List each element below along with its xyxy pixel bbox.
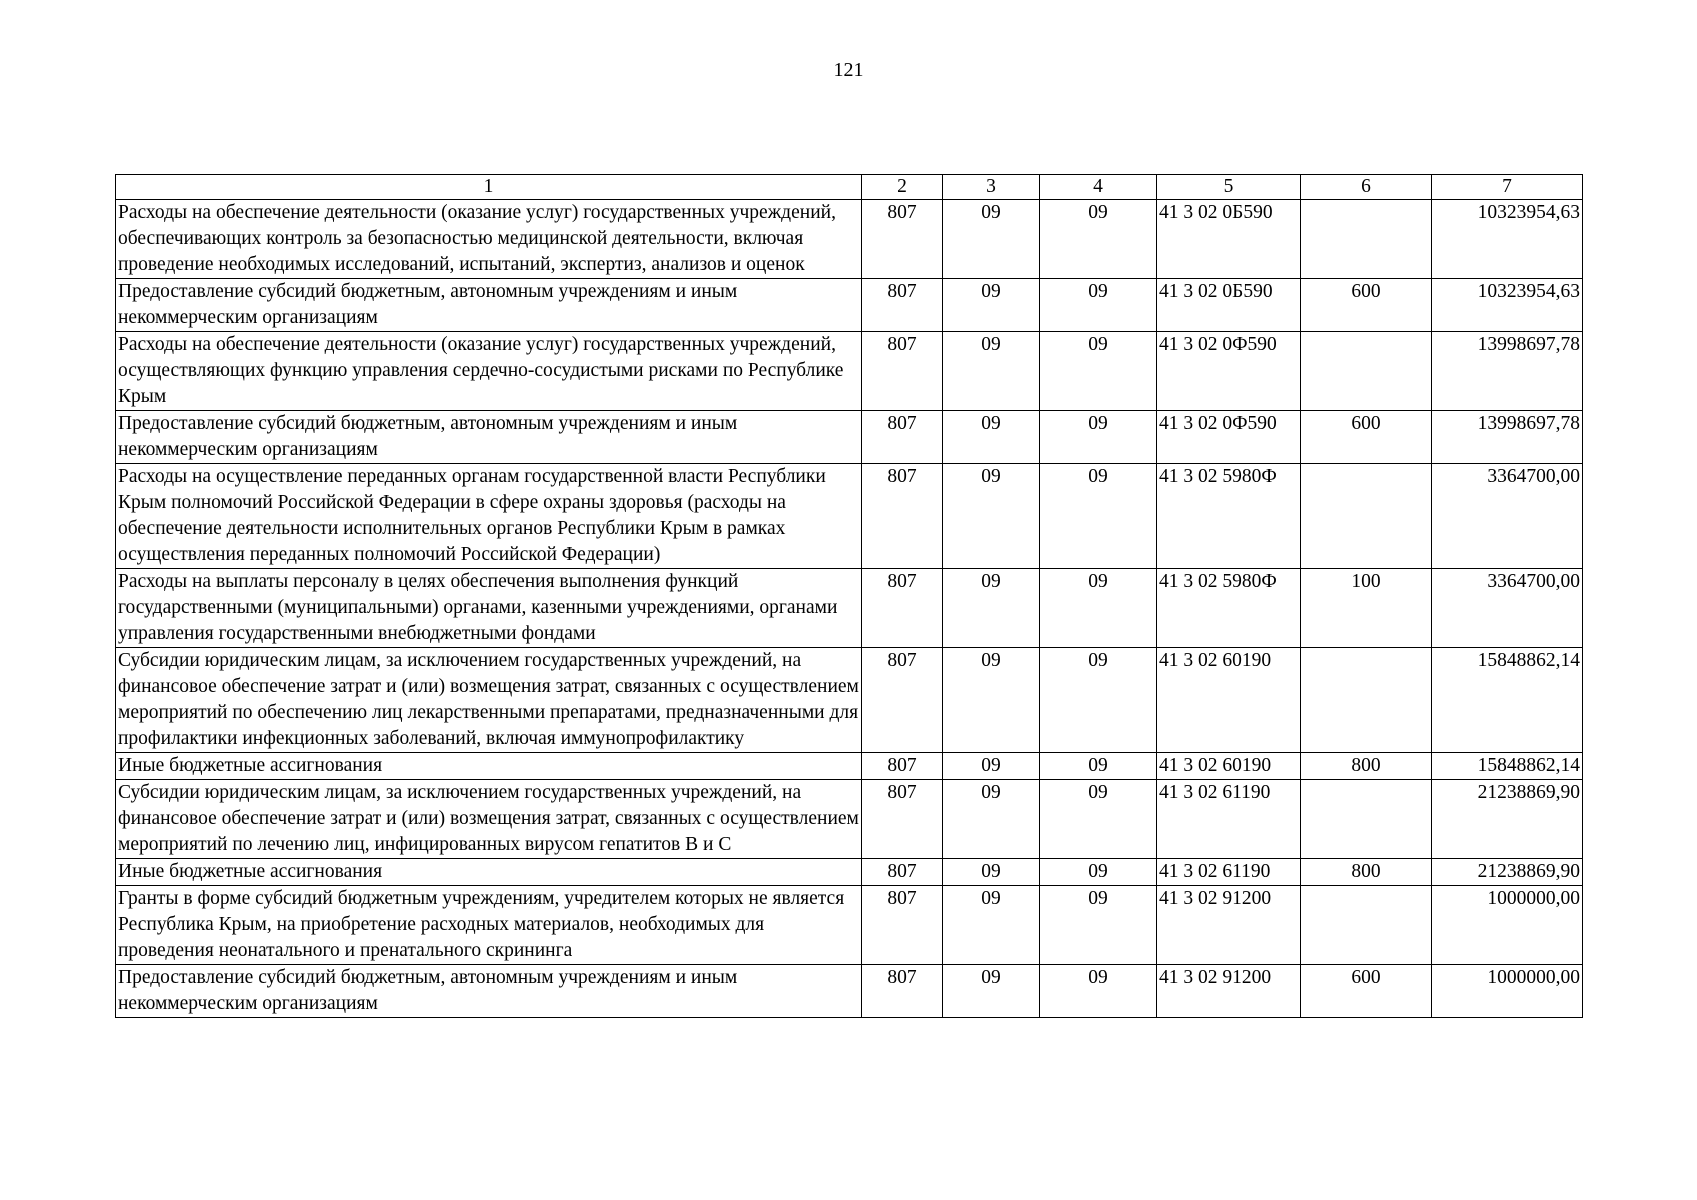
amount: 10323954,63 bbox=[1432, 279, 1583, 332]
subsection-code: 09 bbox=[1040, 780, 1157, 859]
expense-name: Иные бюджетные ассигнования bbox=[116, 753, 862, 780]
amount: 3364700,00 bbox=[1432, 464, 1583, 569]
table-row bbox=[116, 859, 1583, 886]
table-row bbox=[116, 569, 1583, 648]
subsection-code: 09 bbox=[1040, 200, 1157, 279]
column-header: 3 bbox=[943, 175, 1040, 200]
expense-type-code: 800 bbox=[1301, 859, 1432, 886]
table-row bbox=[116, 411, 1583, 464]
column-header: 7 bbox=[1432, 175, 1583, 200]
target-article-code: 41 3 02 61190 bbox=[1157, 859, 1301, 886]
section-code: 09 bbox=[943, 569, 1040, 648]
target-article-code: 41 3 02 0Б590 bbox=[1157, 200, 1301, 279]
grbs-code: 807 bbox=[862, 780, 943, 859]
expense-name: Иные бюджетные ассигнования bbox=[116, 859, 862, 886]
grbs-code: 807 bbox=[862, 464, 943, 569]
amount: 3364700,00 bbox=[1432, 569, 1583, 648]
target-article-code: 41 3 02 0Б590 bbox=[1157, 279, 1301, 332]
target-article-code: 41 3 02 0Ф590 bbox=[1157, 411, 1301, 464]
expense-type-code bbox=[1301, 464, 1432, 569]
target-article-code: 41 3 02 5980Ф bbox=[1157, 464, 1301, 569]
grbs-code: 807 bbox=[862, 200, 943, 279]
column-header: 2 bbox=[862, 175, 943, 200]
grbs-code: 807 bbox=[862, 886, 943, 965]
expense-type-code bbox=[1301, 648, 1432, 753]
table-row bbox=[116, 753, 1583, 780]
target-article-code: 41 3 02 60190 bbox=[1157, 648, 1301, 753]
section-code: 09 bbox=[943, 753, 1040, 780]
subsection-code: 09 bbox=[1040, 464, 1157, 569]
expense-type-code: 100 bbox=[1301, 569, 1432, 648]
grbs-code: 807 bbox=[862, 332, 943, 411]
grbs-code: 807 bbox=[862, 411, 943, 464]
table-row bbox=[116, 279, 1583, 332]
expense-type-code bbox=[1301, 332, 1432, 411]
subsection-code: 09 bbox=[1040, 886, 1157, 965]
grbs-code: 807 bbox=[862, 279, 943, 332]
expense-name: Расходы на осуществление переданных органам государственной власти Республики Крым полномочий Российской Федерации в сфере охраны здоровья (расходы на обеспечение деятельности исполнительных органов Республики Крым в рамках осуществления переданных полномочий Российской Федерации) bbox=[116, 464, 862, 569]
grbs-code: 807 bbox=[862, 569, 943, 648]
amount: 1000000,00 bbox=[1432, 965, 1583, 1018]
table-row bbox=[116, 332, 1583, 411]
expense-type-code: 600 bbox=[1301, 965, 1432, 1018]
target-article-code: 41 3 02 0Ф590 bbox=[1157, 332, 1301, 411]
table-row bbox=[116, 780, 1583, 859]
grbs-code: 807 bbox=[862, 753, 943, 780]
amount: 13998697,78 bbox=[1432, 332, 1583, 411]
table-row bbox=[116, 965, 1583, 1018]
target-article-code: 41 3 02 91200 bbox=[1157, 965, 1301, 1018]
expense-type-code bbox=[1301, 886, 1432, 965]
column-header: 5 bbox=[1157, 175, 1301, 200]
subsection-code: 09 bbox=[1040, 279, 1157, 332]
amount: 21238869,90 bbox=[1432, 780, 1583, 859]
section-code: 09 bbox=[943, 859, 1040, 886]
target-article-code: 41 3 02 61190 bbox=[1157, 780, 1301, 859]
expense-type-code: 800 bbox=[1301, 753, 1432, 780]
subsection-code: 09 bbox=[1040, 648, 1157, 753]
expense-type-code bbox=[1301, 780, 1432, 859]
page-number: 121 bbox=[833, 59, 864, 81]
expense-name: Предоставление субсидий бюджетным, автономным учреждениям и иным некоммерческим организациям bbox=[116, 279, 862, 332]
amount: 1000000,00 bbox=[1432, 886, 1583, 965]
grbs-code: 807 bbox=[862, 648, 943, 753]
expense-name: Гранты в форме субсидий бюджетным учреждениям, учредителем которых не является Республика Крым, на приобретение расходных материалов, необходимых для проведения неонатального и пренатального скрининга bbox=[116, 886, 862, 965]
section-code: 09 bbox=[943, 279, 1040, 332]
budget-table bbox=[115, 174, 1583, 1018]
expense-name: Предоставление субсидий бюджетным, автономным учреждениям и иным некоммерческим организациям bbox=[116, 411, 862, 464]
section-code: 09 bbox=[943, 965, 1040, 1018]
subsection-code: 09 bbox=[1040, 965, 1157, 1018]
section-code: 09 bbox=[943, 332, 1040, 411]
section-code: 09 bbox=[943, 780, 1040, 859]
header-row bbox=[116, 175, 1583, 200]
expense-name: Предоставление субсидий бюджетным, автономным учреждениям и иным некоммерческим организациям bbox=[116, 965, 862, 1018]
column-header: 4 bbox=[1040, 175, 1157, 200]
expense-name: Расходы на обеспечение деятельности (оказание услуг) государственных учреждений, обеспечивающих контроль за безопасностью медицинской деятельности, включая проведение необходимых исследований, испытаний, экспертиз, анализов и оценок bbox=[116, 200, 862, 279]
table-row bbox=[116, 464, 1583, 569]
target-article-code: 41 3 02 5980Ф bbox=[1157, 569, 1301, 648]
table-row bbox=[116, 886, 1583, 965]
table-row bbox=[116, 648, 1583, 753]
section-code: 09 bbox=[943, 648, 1040, 753]
target-article-code: 41 3 02 91200 bbox=[1157, 886, 1301, 965]
expense-name: Расходы на выплаты персоналу в целях обеспечения выполнения функций государственными (муниципальными) органами, казенными учреждениями, органами управления государственными внебюджетными фондами bbox=[116, 569, 862, 648]
grbs-code: 807 bbox=[862, 859, 943, 886]
column-header: 1 bbox=[116, 175, 862, 200]
table-row bbox=[116, 200, 1583, 279]
amount: 15848862,14 bbox=[1432, 753, 1583, 780]
expense-type-code: 600 bbox=[1301, 411, 1432, 464]
section-code: 09 bbox=[943, 200, 1040, 279]
amount: 13998697,78 bbox=[1432, 411, 1583, 464]
expense-name: Расходы на обеспечение деятельности (оказание услуг) государственных учреждений, осуществляющих функцию управления сердечно-сосудистыми рисками по Республике Крым bbox=[116, 332, 862, 411]
subsection-code: 09 bbox=[1040, 753, 1157, 780]
column-header: 6 bbox=[1301, 175, 1432, 200]
amount: 21238869,90 bbox=[1432, 859, 1583, 886]
section-code: 09 bbox=[943, 886, 1040, 965]
target-article-code: 41 3 02 60190 bbox=[1157, 753, 1301, 780]
section-code: 09 bbox=[943, 464, 1040, 569]
expense-name: Субсидии юридическим лицам, за исключением государственных учреждений, на финансовое обеспечение затрат и (или) возмещения затрат, связанных с осуществлением мероприятий по обеспечению лиц лекарственными препаратами, предназначенными для профилактики инфекционных заболеваний, включая иммунопрофилактику bbox=[116, 648, 862, 753]
expense-name: Субсидии юридическим лицам, за исключением государственных учреждений, на финансовое обеспечение затрат и (или) возмещения затрат, связанных с осуществлением мероприятий по лечению лиц, инфицированных вирусом гепатитов В и С bbox=[116, 780, 862, 859]
subsection-code: 09 bbox=[1040, 859, 1157, 886]
amount: 15848862,14 bbox=[1432, 648, 1583, 753]
subsection-code: 09 bbox=[1040, 332, 1157, 411]
subsection-code: 09 bbox=[1040, 569, 1157, 648]
subsection-code: 09 bbox=[1040, 411, 1157, 464]
amount: 10323954,63 bbox=[1432, 200, 1583, 279]
expense-type-code: 600 bbox=[1301, 279, 1432, 332]
expense-type-code bbox=[1301, 200, 1432, 279]
section-code: 09 bbox=[943, 411, 1040, 464]
grbs-code: 807 bbox=[862, 965, 943, 1018]
